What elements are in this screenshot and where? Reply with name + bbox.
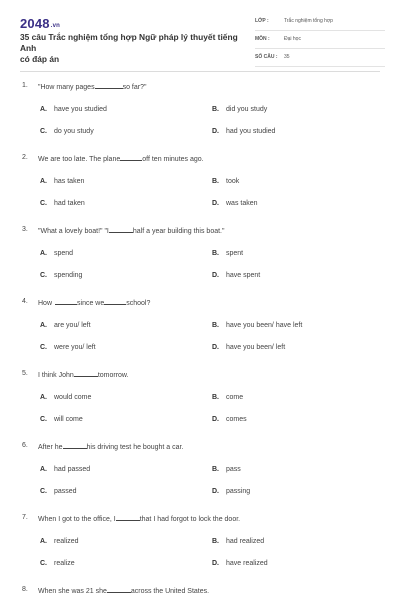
option-c[interactable] <box>40 488 77 500</box>
option-letter: D. <box>212 344 219 351</box>
option-d[interactable] <box>212 200 258 212</box>
option-b[interactable] <box>212 178 239 190</box>
option-letter: C. <box>40 272 47 279</box>
site-logo[interactable] <box>20 16 60 31</box>
option-text: realized <box>54 538 79 545</box>
question-5 <box>22 368 382 440</box>
meta-label-mon: MÔN : <box>255 36 270 42</box>
question-text-after: his driving test he bought a car. <box>86 444 184 451</box>
question-text-after: off ten minutes ago. <box>142 156 204 163</box>
question-text-after: that I had forgot to lock the door. <box>139 516 241 523</box>
meta-row-lop <box>255 16 385 31</box>
option-letter: D. <box>212 128 219 135</box>
option-text: have realized <box>226 560 268 567</box>
question-stem <box>22 80 382 92</box>
question-number: 1. <box>22 82 28 89</box>
option-letter: A. <box>40 394 47 401</box>
question-text-after: tomorrow. <box>97 372 129 379</box>
answer-blank <box>116 514 140 521</box>
option-text: had realized <box>226 538 265 545</box>
answer-blank <box>104 298 126 305</box>
question-text-before: "What a lovely boat!" "I <box>38 228 109 235</box>
option-text: spend <box>54 250 74 257</box>
question-8 <box>22 584 382 604</box>
question-stem <box>22 152 382 164</box>
question-text-middle: since we <box>77 300 105 307</box>
option-letter: C. <box>40 200 47 207</box>
option-a[interactable] <box>40 322 91 334</box>
option-letter: C. <box>40 488 47 495</box>
option-letter: B. <box>212 538 219 545</box>
question-text-before: When she was 21 she <box>38 588 107 595</box>
option-b[interactable] <box>212 466 241 478</box>
answer-blank <box>109 226 133 233</box>
question-stem <box>22 368 382 380</box>
option-letter: C. <box>40 344 47 351</box>
option-text: are you/ left <box>54 322 91 329</box>
option-b[interactable] <box>212 106 267 118</box>
question-text-after: half a year building this boat." <box>132 228 225 235</box>
question-text-after: school? <box>126 300 151 307</box>
question-text <box>38 82 146 91</box>
question-stem <box>22 440 382 452</box>
option-text: pass <box>226 466 241 473</box>
option-letter: C. <box>40 416 47 423</box>
document-title <box>20 32 250 65</box>
meta-panel <box>255 16 385 70</box>
option-letter: A. <box>40 538 47 545</box>
answer-options <box>22 172 382 220</box>
option-text: has taken <box>54 178 85 185</box>
logo-tld: .vn <box>50 23 61 29</box>
option-d[interactable] <box>212 128 275 140</box>
option-d[interactable] <box>212 488 250 500</box>
option-text: spending <box>54 272 83 279</box>
answer-blank <box>120 154 142 161</box>
question-text <box>38 370 129 379</box>
answer-options <box>22 388 382 436</box>
option-a[interactable] <box>40 466 90 478</box>
question-7 <box>22 512 382 584</box>
question-text <box>38 586 209 595</box>
question-text-after: across the United States. <box>130 588 210 595</box>
option-b[interactable] <box>212 322 302 334</box>
option-letter: B. <box>212 250 219 257</box>
option-text: had passed <box>54 466 91 473</box>
meta-label-socau: SỐ CÂU : <box>255 54 278 60</box>
question-text-before: After he <box>38 444 63 451</box>
answer-options <box>22 244 382 292</box>
option-text: will come <box>54 416 83 423</box>
question-number: 2. <box>22 154 28 161</box>
option-letter: B. <box>212 322 219 329</box>
option-text: comes <box>226 416 247 423</box>
option-text: would come <box>54 394 92 401</box>
option-letter: D. <box>212 560 219 567</box>
option-c[interactable] <box>40 560 75 572</box>
option-letter: A. <box>40 466 47 473</box>
question-text-before: How <box>38 300 53 307</box>
document-title-line-2: có đáp án <box>20 54 60 64</box>
option-text: have you been/ left <box>226 344 286 351</box>
option-text: come <box>226 394 244 401</box>
option-text: had you studied <box>226 128 276 135</box>
option-text: were you/ left <box>54 344 96 351</box>
option-a[interactable] <box>40 394 91 406</box>
option-c[interactable] <box>40 344 96 356</box>
option-c[interactable] <box>40 200 85 212</box>
meta-value-mon: Đại học <box>284 36 301 42</box>
question-stem <box>22 584 382 596</box>
question-text-after: so far?" <box>122 84 147 91</box>
option-letter: B. <box>212 466 219 473</box>
option-text: have spent <box>226 272 261 279</box>
question-text <box>38 514 240 523</box>
question-6 <box>22 440 382 512</box>
question-stem <box>22 512 382 524</box>
header-divider <box>20 71 380 72</box>
option-b[interactable] <box>212 250 243 262</box>
answer-options <box>22 100 382 148</box>
option-c[interactable] <box>40 272 82 284</box>
question-text <box>38 154 204 163</box>
question-number: 7. <box>22 514 28 521</box>
question-number: 8. <box>22 586 28 593</box>
option-letter: B. <box>212 106 219 113</box>
option-letter: D. <box>212 488 219 495</box>
question-number: 3. <box>22 226 28 233</box>
option-a[interactable] <box>40 178 84 190</box>
option-text: realize <box>54 560 75 567</box>
option-text: have you been/ have left <box>226 322 303 329</box>
option-b[interactable] <box>212 394 243 406</box>
option-d[interactable] <box>212 416 247 428</box>
option-letter: C. <box>40 128 47 135</box>
question-number: 6. <box>22 442 28 449</box>
option-a[interactable] <box>40 250 73 262</box>
option-d[interactable] <box>212 344 285 356</box>
answer-blank <box>107 586 131 593</box>
option-d[interactable] <box>212 560 268 572</box>
question-text-before: We are too late. The plane <box>38 156 121 163</box>
question-text-before: "How many pages <box>38 84 95 91</box>
question-1 <box>22 80 382 152</box>
question-text <box>38 442 183 451</box>
option-text: passing <box>226 488 251 495</box>
meta-row-socau <box>255 52 385 67</box>
option-b[interactable] <box>212 538 264 550</box>
question-text <box>38 226 224 235</box>
answer-blank <box>74 370 98 377</box>
logo-text: 2048 <box>20 16 50 31</box>
question-stem <box>22 296 382 308</box>
meta-row-mon <box>255 34 385 49</box>
option-a[interactable] <box>40 106 107 118</box>
option-text: have you studied <box>54 106 107 113</box>
option-text: was taken <box>226 200 258 207</box>
option-text: spent <box>226 250 244 257</box>
question-3 <box>22 224 382 296</box>
answer-blank <box>55 298 77 305</box>
question-2 <box>22 152 382 224</box>
option-letter: A. <box>40 178 47 185</box>
option-c[interactable] <box>40 416 83 428</box>
meta-label-lop: LỚP : <box>255 18 269 24</box>
question-number: 5. <box>22 370 28 377</box>
answer-options <box>22 532 382 580</box>
document-title-line-1: 35 câu Trắc nghiệm tổng hợp Ngữ pháp lý thuyết tiếng Anh <box>20 32 238 53</box>
option-text: took <box>226 178 240 185</box>
option-letter: B. <box>212 394 219 401</box>
option-c[interactable] <box>40 128 94 140</box>
answer-blank <box>63 442 87 449</box>
answer-blank <box>95 82 123 89</box>
option-letter: D. <box>212 200 219 207</box>
question-text-before: I think John <box>38 372 74 379</box>
option-text: passed <box>54 488 77 495</box>
option-letter: B. <box>212 178 219 185</box>
question-text-before: When I got to the office, I <box>38 516 116 523</box>
answer-options <box>22 460 382 508</box>
option-text: did you study <box>226 106 268 113</box>
option-letter: A. <box>40 322 47 329</box>
meta-value-lop: Trắc nghiệm tổng hợp <box>284 18 333 24</box>
question-number: 4. <box>22 298 28 305</box>
question-4 <box>22 296 382 368</box>
option-text: had taken <box>54 200 85 207</box>
option-text: do you study <box>54 128 94 135</box>
option-a[interactable] <box>40 538 79 550</box>
option-letter: D. <box>212 272 219 279</box>
question-text <box>38 298 150 307</box>
option-letter: D. <box>212 416 219 423</box>
option-letter: A. <box>40 106 47 113</box>
option-letter: C. <box>40 560 47 567</box>
meta-value-socau: 35 <box>284 54 290 60</box>
option-letter: A. <box>40 250 47 257</box>
answer-options <box>22 316 382 364</box>
question-stem <box>22 224 382 236</box>
question-list <box>22 80 382 604</box>
option-d[interactable] <box>212 272 260 284</box>
